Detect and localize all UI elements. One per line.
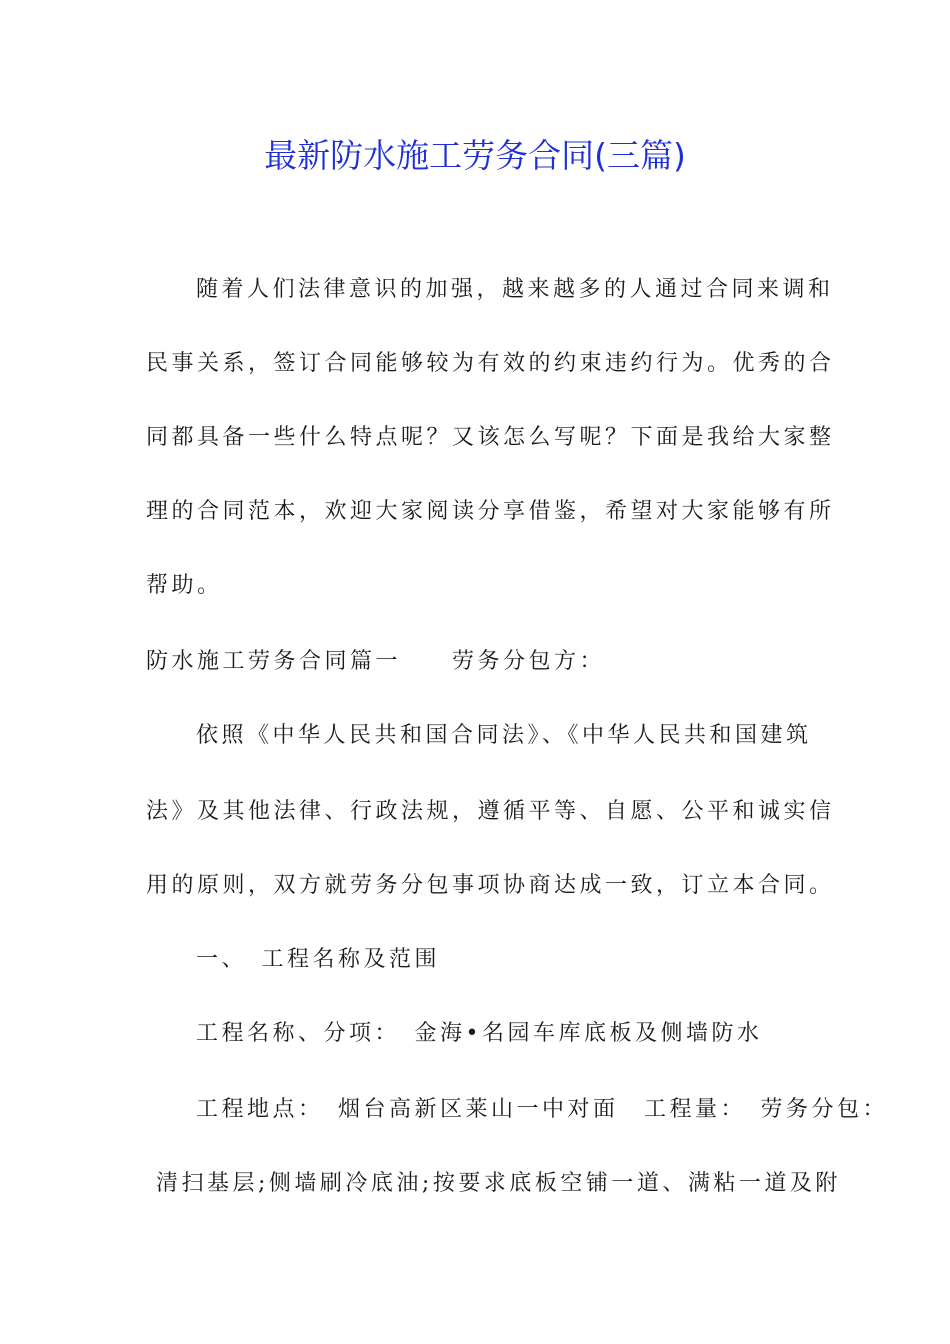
project-location-line: 工程地点： 烟台高新区莱山一中对面 工程量： 劳务分包： (196, 1097, 889, 1122)
paragraph-line-5: 帮助。 (146, 573, 223, 598)
project-name-line: 工程名称、分项： 金海•名园车库底板及侧墙防水 (196, 1021, 763, 1046)
paragraph-line-2: 民事关系，签订合同能够较为有效的约束违约行为。优秀的合 (146, 351, 835, 376)
paragraph-line-3: 同都具备一些什么特点呢？又该怎么写呢？下面是我给大家整 (146, 425, 835, 450)
paragraph-line-8: 用的原则，双方就劳务分包事项协商达成一致，订立本合同。 (146, 873, 835, 898)
section-heading-1: 防水施工劳务合同篇一 劳务分包方： (146, 649, 606, 674)
paragraph-line-7: 法》及其他法律、行政法规，遵循平等、自愿、公平和诚实信 (146, 799, 835, 824)
clause-heading-1: 一、 工程名称及范围 (196, 947, 441, 972)
document-title: 最新防水施工劳务合同(三篇) (264, 136, 686, 175)
paragraph-line-6: 依照《中华人民共和国合同法》、《中华人民共和国建筑 (196, 723, 812, 748)
paragraph-line-1: 随着人们法律意识的加强，越来越多的人通过合同来调和 (196, 277, 834, 302)
paragraph-line-9: 清扫基层;侧墙刷冷底油;按要求底板空铺一道、满粘一道及附 (156, 1171, 841, 1196)
paragraph-line-4: 理的合同范本，欢迎大家阅读分享借鉴，希望对大家能够有所 (146, 499, 835, 524)
